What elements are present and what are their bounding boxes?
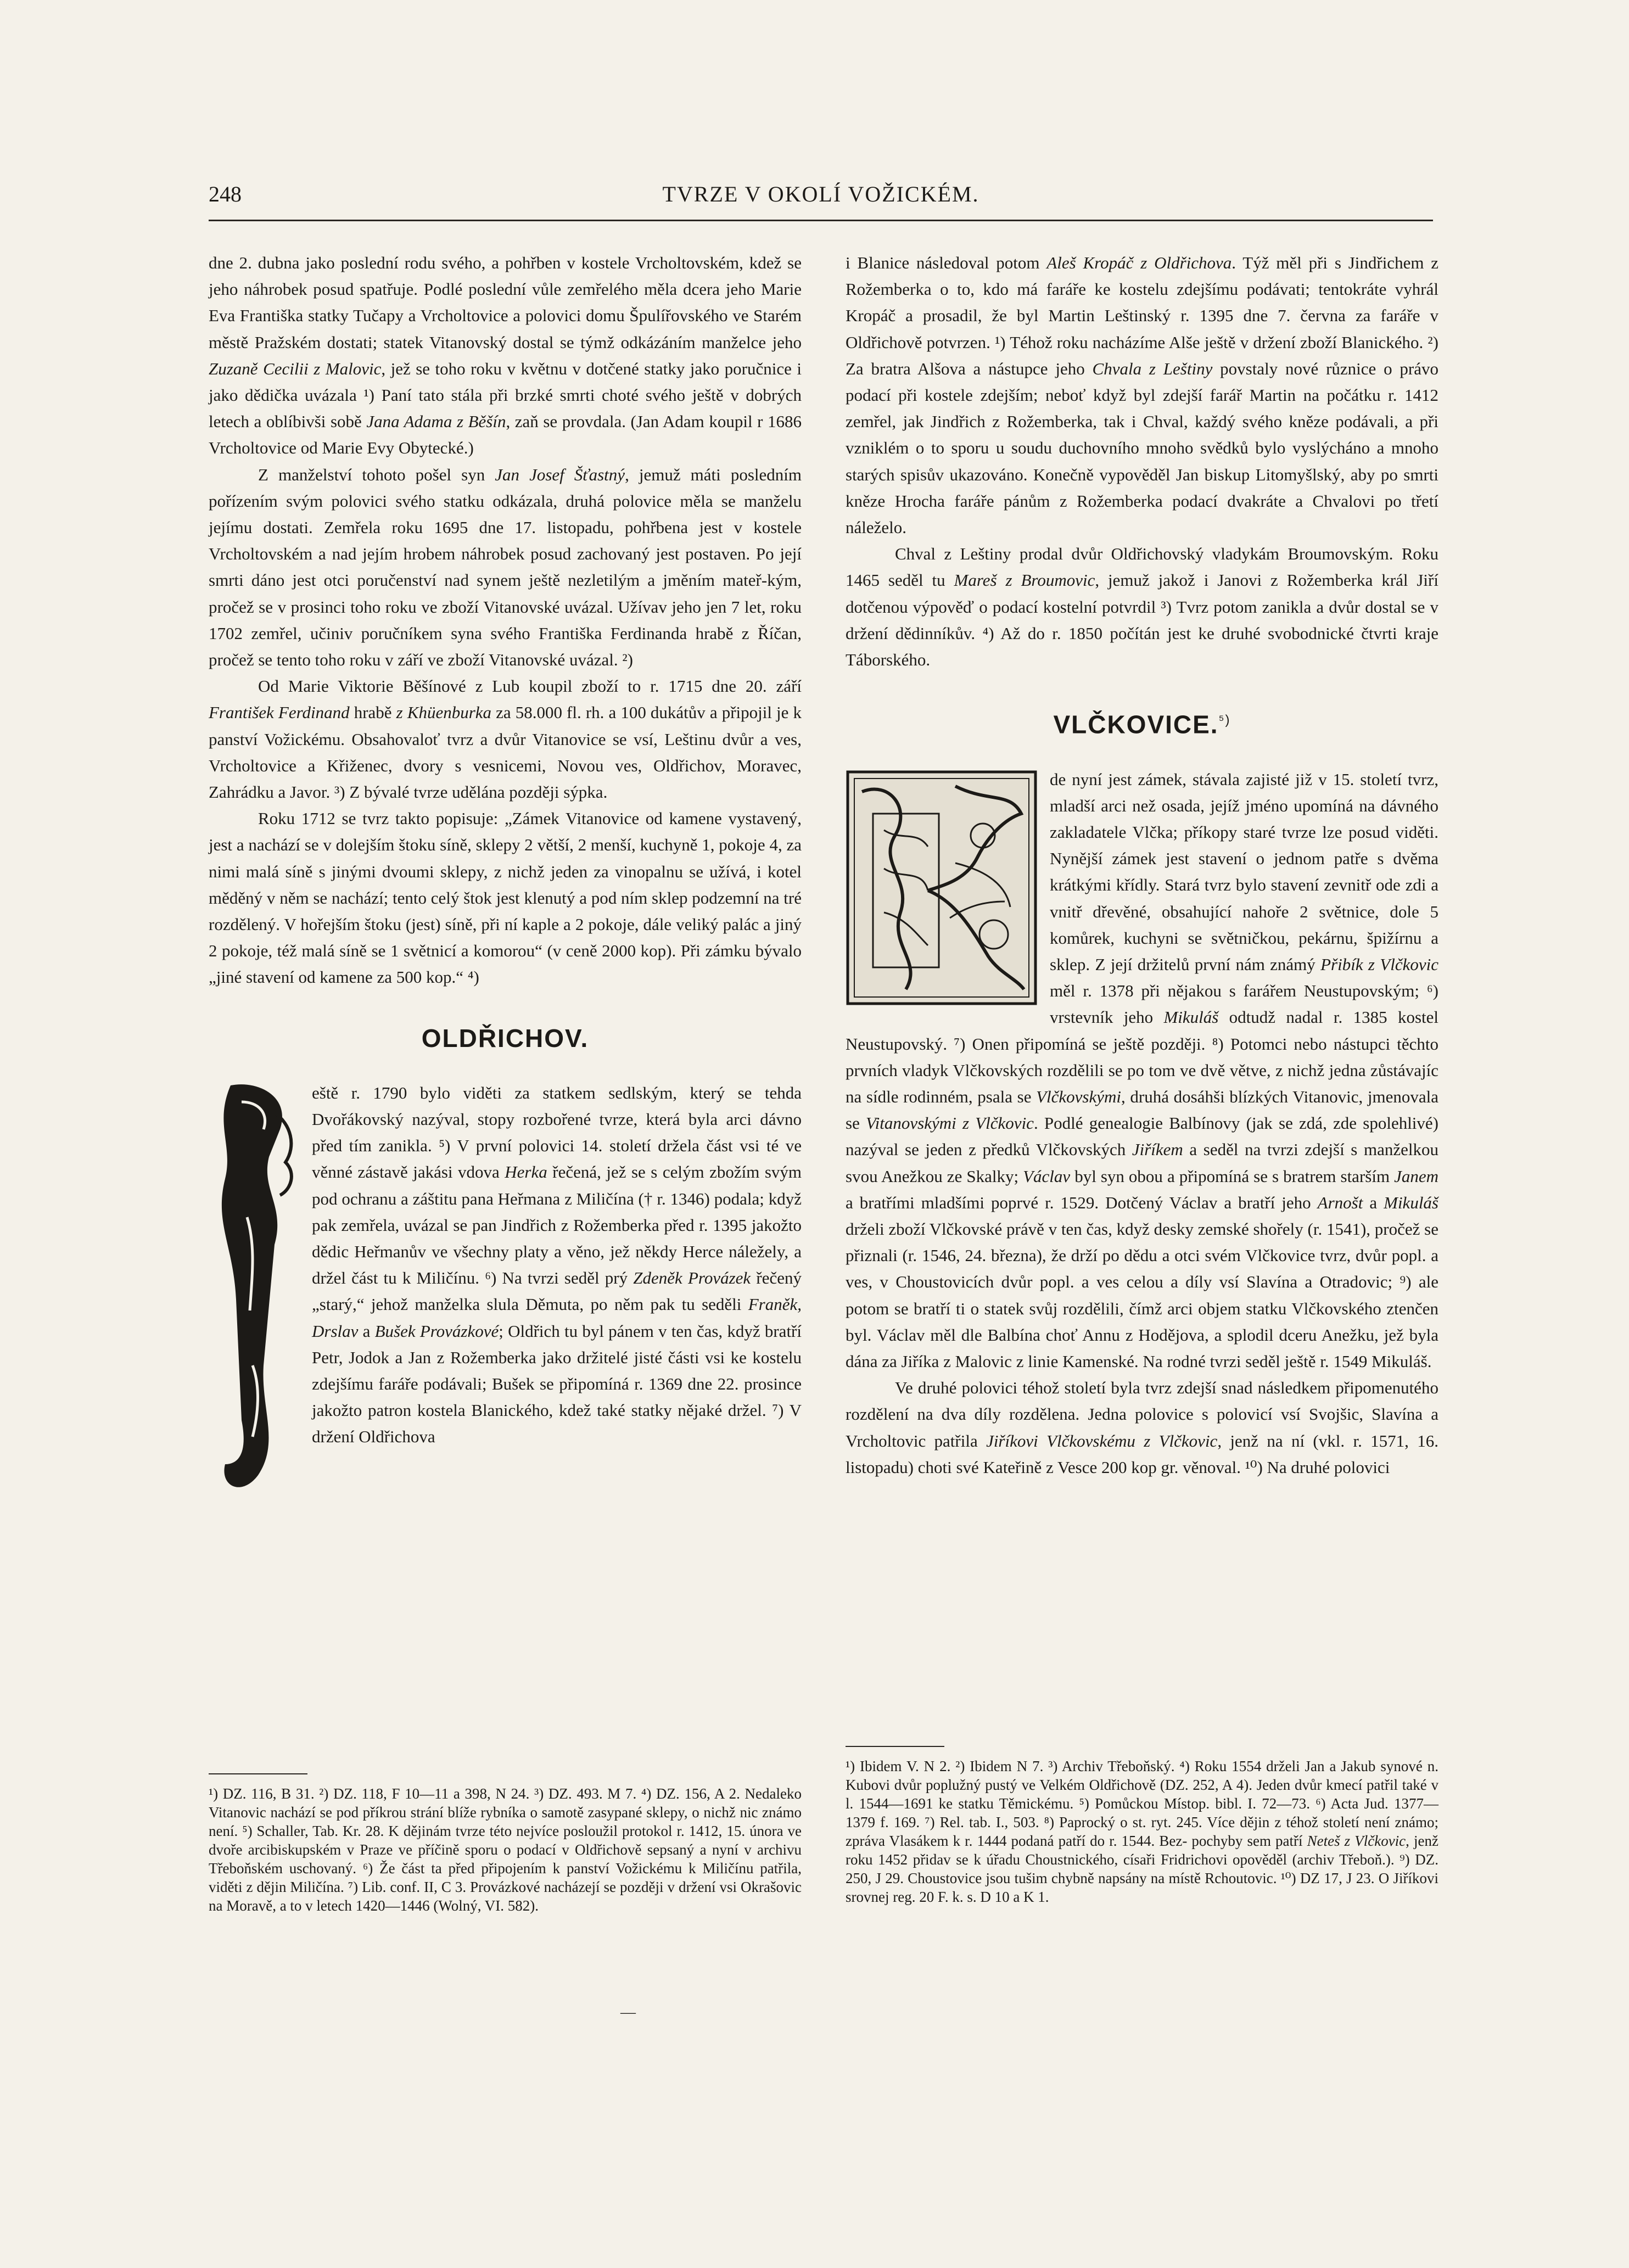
- paragraph: Chval z Leštiny prodal dvůr Oldřichovský vladykám Broumovským. Roku 1465 seděl tu Mareš z Broumovic, jemuž jakož i Janovi z Rožemberka král Jiří dotčenou výpověď o podací kostelní potvrdil ³) Tvrz potom zanikla a dvůr dostal se v držení dědinníkův. ⁴) Až do r. 1850 počítán jest ke druhé svobodnické čtvrti kraje Táborského.: [846, 544, 1438, 670]
- footnote-divider: [209, 1773, 307, 1774]
- paragraph: Ve druhé polovici téhož století byla tvrz zdejší snad následkem připomenutého rozdělení na dva díly rozdělena. Jedna polovice s polovicí vsí Svojšic, Slavína a Vrcholtovic patřila Jiříkovi Vlčkovskému z Vlčkovic, jenž na ní (vkl. r. 1571, 16. listopadu) choti své Kateřině z Vesce 200 kop gr. věnoval. ¹⁰) Na druhé polovici: [846, 1378, 1438, 1477]
- right-column: [846, 250, 1438, 1481]
- footnote-text: ¹) DZ. 116, B 31. ²) DZ. 118, F 10—11 a 398, N 24. ³) DZ. 493. M 7. ⁴) DZ. 156, A 2. Nedaleko Vitanovic nachází se pod příkrou strání blíže rybníka o samotě zasypané sklepy, o nichž nic známo není. ⁵) Schaller, Tab. Kr. 28. K dějinám tvrze této nejvíce posloužil protokol r. 1412, 15. února ve dvoře arcibiskupském v Praze ve příčině sporu o podací v Oldřichově sepsaný a nyní v archivu Třeboňském uschovaný. ⁶) Že část ta před připojením k panství Vožickému k Miličínu patřila, viděti z dějin Miličína. ⁷) Lib. conf. II, C 3. Provázkové nacházejí se později v držení vsi Okrašovic na Moravě, a to v letech 1420—1446 (Wolný, VI. 582).: [209, 1785, 802, 1914]
- section-title-oldrichov: OLDŘICHOV.: [421, 1023, 589, 1052]
- paragraph: Roku 1712 se tvrz takto popisuje: „Zámek Vitanovice od kamene vystavený, jest a nachází se v dolejším štoku síně, sklepy 2 větší, 2 menší, kuchyně 1, pokoje 4, za nimi malá síně s jinými dvoumi sklepy, z nichž jeden za vinopalnu se užívá, i kotel měděný v něm se nachází; tento celý štok jest klenutý a pod ním sklep podzemní na tré rozdělený. V hořejším štoku (jest) síně, při ní kaple a 2 pokoje, dále veliký palác a jiný 2 pokoje, též malá síně se 1 světnicí a komorou“ (v ceně 2000 kop). Při zámku bývalo „jiné stavení od kamene za 500 kop.“ ⁴): [209, 809, 802, 987]
- paragraph: Z manželství tohoto pošel syn Jan Josef Šťastný, jemuž máti posledním pořízením svým polovici svého statku odkázala, druhá polovice měla se manželu jejímu dostati. Zemřela roku 1695 dne 17. listopadu, pohřbena jest v kostele Vrcholtovském a nad jejím hrobem náhrobek posud zachovaný jest postaven. Po její smrti dáno jest otci poručenství nad synem ještě nezletilým a jměním mateř-kým, pročež se v prosinci toho roku ve zboží Vitanovské uvázal. Užívav jeho jen 7 let, roku 1702 zemřel, učiniv poručníkem syna svého Františka Ferdinanda hrabě z Říčan, pročež se tento toho roku v září ve zboží Vitanovské uvázal. ²): [209, 464, 802, 670]
- paragraph: Od Marie Viktorie Běšínové z Lub koupil zboží to r. 1715 dne 20. září František Ferdinand hrabě z Khüenburka za 58.000 fl. rh. a 100 dukátův a připojil je k panství Vožickému. Obsahovaloť tvrz a dvůr Vitanovice se vsí, Leštinu dvůr a ves, Vrcholtovice a Křiženec, dvory s vesnicemi, Novou ves, Oldřichov, Moravec, Zahrádku a Javor. ³) Z bývalé tvrze udělána později sýpka.: [209, 676, 802, 802]
- footnotes-left: [209, 1751, 802, 1915]
- footnote-text: ¹) Ibidem V. N 2. ²) Ibidem N 7. ³) Archiv Třeboňský. ⁴) Roku 1554 drželi Jan a Jakub synové n. Kubovi dvůr poplužný pustý ve Velkém Oldřichově (DZ. 252, A 4). Jeden dvůr kmecí patřil také v l. 1544—1691 ke statku Těmickému. ⁵) Pomůckou Místop. bibl. I. 72—73. ⁶) Acta Jud. 1377—1379 f. 169. ⁷) Rel. tab. I., 503. ⁸) Paprocký o st. ryt. 245. Více dějin z téhož století není známo; zpráva Vlasákem k r. 1444 podaná patří do r. 1544. Bez- pochyby sem patří Neteš z Vlčkovic, jenž roku 1452 přidav se k úřadu Choustnického, císaři Fridrichovi opověděl (archiv Třeboň.). ⁹) DZ. 250, J 29. Choustovice jsou tušim chybně napsány na místě Rchoutovic. ¹⁰) DZ 17, J 23. O Jiříkovi srovnej reg. 20 F. k. s. D 10 a K 1.: [846, 1758, 1438, 1905]
- running-title: TVRZE V OKOLÍ VOŽICKÉM.: [662, 182, 979, 206]
- section-title-vlckovice: VLČKOVICE.$^{^5)}$: [1053, 710, 1231, 739]
- decorative-initial-j: [209, 1080, 302, 1503]
- print-mark: —: [620, 2004, 636, 2021]
- paragraph: i Blanice následoval potom Aleš Kropáč z Oldřichova. Týž měl při s Jindřichem z Rožemberka o to, kdo má faráře ke kostelu zdejšímu podávati; tentokráte vyhrál Kropáč a prosadil, že byl Martin Leštinský r. 1395 dne 7. června za faráře v Oldřichově potvrzen. ¹) Téhož roku nacházíme Alše ještě v držení zboží Blanického. ²) Za bratra Alšova a nástupce jeho Chvala z Leštiny povstaly nové různice o právo podací při kostele zdejším; neboť když byl zdejší farář Martin na počátku r. 1412 zemřel, jak Jindřich z Rožemberka, tak i Chval, každý svého kněze podávali, a při vzniklém o to sporu u soudu duchovního mnoho svědků bylo vyslýcháno a mnoho starých spisův ukazováno. Konečně vypověděl Jan biskup Litomyšlský, aby po smrti kněze Hrocha faráře pánům z Rožemberka podací dvakráte a Chvalovi po třetí náleželo.: [846, 253, 1439, 537]
- paragraph: eště r. 1790 bylo viděti za statkem sedlským, který se tehda Dvořákovský nazýval, stopy rozbořené tvrze, která byla arci dávno před tím zanikla. ⁵) V první polovici 14. století držela část vsi té ve věnné zástavě jakási vdova Herka řečená, jež se s celým zbožím svým pod ochranu a záštitu pana Heřmana z Miličína († r. 1346) podala; když pak zemřela, uvázal se pan Jindřich z Rožemberka před r. 1395 jakožto dědic Heřmanův ve všechny platy a věno, jež někdy Herce náležely, a držel část tu k Miličínu. ⁶) Na tvrzi seděl prý Zdeněk Provázek řečený „starý,“ jehož manželka slula Děmuta, po něm pak tu seděli Franěk, Drslav a Bušek Provázkové; Oldřich tu byl pánem v ten čas, když bratří Petr, Jodok a Jan z Rožemberka jako držitelé jisté části vsi ke kostelu zdejšímu faráře podávali; Bušek se připomíná r. 1369 dne 22. prosince jakožto patron kostela Blanického, kdež také statky nějaké držel. ⁷) V držení Oldřichova: [312, 1083, 802, 1447]
- page-header: [209, 181, 1433, 221]
- left-column: [209, 250, 802, 1503]
- footnotes-right: [846, 1724, 1438, 1906]
- decorative-initial-k: [846, 770, 1038, 1006]
- paragraph: de nyní jest zámek, stávala zajisté již v 15. století tvrz, mladší arci než osada, jejíž jméno upomíná na dávného zakladatele Vlčka; příkopy staré tvrze lze posud viděti. Nynější zámek jest stavení o jednom patře s dvěma krátkými křídly. Stará tvrz bylo stavení zevnitř ode zdi a vnitř dřevěné, obsahující nahoře 2 světnice, dole 5 komůrek, kuchyni se světničkou, pekárnu, špižírnu a sklep. Z její držitelů první nám známý Přibík z Vlčkovic měl r. 1378 při nějakou s farářem Neustupovským; ⁶) vrstevník jeho Mikuláš odtudž nadal r. 1385 kostel Neustupovský. ⁷) Onen připomíná se ještě později. ⁸) Potomci nebo nástupci těchto prvních vladyk Vlčkovských rozdělili se po tom ve dvě větve, z nichž jedna zůstávajíc na sídle rodinném, psala se Vlčkovskými, druhá dosáhši blízkých Vitanovic, jmenovala se Vitanovskými z Vlčkovic. Podlé genealogie Balbínovy (jak se zdá, zde spolehlivé) nazýval se jeden z předků Vlčkovských Jiříkem a seděl na tvrzi zdejší s manželkou svou Anežkou ze Skalky; Václav byl syn obou a připomíná se s bratrem starším Janem a bratřími mladšími poprvé r. 1529. Dotčený Václav a bratří jeho Arnošt a Mikuláš drželi zboží Vlčkovské právě v ten čas, když desky zemské shořely (r. 1541), pročež se přiznali (r. 1546, 24. března), že drží po dědu a otci svém Vlčkovice tvrz, dvůr popl. a ves, v Choustovicích dvůr popl. a ves celou a díly vsí Slavína a Otradovic; ⁹) ale potom se bratří ti o statek svůj rozdělili, čímž arci objem statku Vlčkovského ztenčen byl. Václav měl dle Balbína choť Annu z Hodějova, a splodil dceru Anežku, jež byla dána za Jiříka z Malovic z linie Kamenské. Na rodné tvrzi seděl ještě r. 1549 Mikuláš.: [846, 769, 1439, 1371]
- page-number: 248: [209, 182, 242, 206]
- paragraph: dne 2. dubna jako poslední rodu svého, a pohřben v kostele Vrcholtovském, kdež se jeho náhrobek posud spatřuje. Podlé poslední vůle zemřelého měla dcera jeho Marie Eva Františka statky Tučapy a Vrcholtovice a polovici domu Špulířovského ve Starém městě Pražském dostati; statek Vitanovský dostal se týmž odkázáním manželce jeho Zuzaně Cecilii z Malovic, jež se toho roku v květnu v dotčené statky jako poručnice i jako dědička uvázala ¹) Paní tato stála při brzké smrti choté svého ještě v dobrých letech a oblíbivši sobě Jana Adama z Běšín, zaň se provdala. (Jan Adam koupil r 1686 Vrcholtovice od Marie Evy Obytecké.): [209, 253, 802, 458]
- footnote-divider: [846, 1746, 944, 1747]
